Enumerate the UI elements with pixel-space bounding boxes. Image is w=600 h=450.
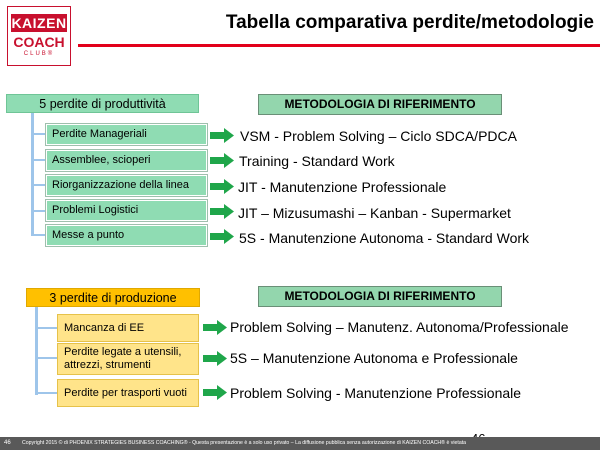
methodology-text: 5S – Manutenzione Autonoma e Professionale — [230, 350, 518, 366]
cause-box: Problemi Logistici — [46, 200, 207, 221]
right-arrow-icon — [203, 385, 227, 400]
right-arrow-icon — [210, 128, 234, 143]
cause-box: Perdite Manageriali — [46, 124, 207, 145]
cause-box: Assemblee, scioperi — [46, 150, 207, 171]
methodology-text: VSM - Problem Solving – Ciclo SDCA/PDCA — [240, 128, 517, 144]
productivity-losses-heading: 5 perdite di produttività — [6, 94, 199, 113]
cause-text-line: Perdite legate a utensili, — [64, 346, 182, 358]
tree-connector-branch — [31, 210, 47, 212]
tree-connector-branch — [31, 159, 47, 161]
tree-connector-vertical-2 — [35, 307, 38, 395]
tree-connector-branch — [31, 234, 47, 236]
footer-bar — [0, 437, 600, 450]
tree-connector-branch — [35, 357, 58, 359]
cause-box — [57, 379, 199, 407]
right-arrow-icon — [210, 179, 234, 194]
cause-text: Mancanza di EE — [64, 321, 145, 334]
tree-connector-vertical-1 — [31, 113, 34, 236]
cause-box — [57, 314, 199, 342]
right-arrow-icon — [210, 153, 234, 168]
right-arrow-icon — [210, 204, 234, 219]
methodology-text: Training - Standard Work — [239, 153, 395, 169]
tree-connector-branch — [35, 392, 58, 394]
slide-title: Tabella comparativa perdite/metodologie — [225, 12, 594, 33]
production-losses-heading: 3 perdite di produzione — [26, 288, 200, 307]
methodology-text: JIT – Mizusumashi – Kanban - Supermarket — [238, 205, 511, 221]
logo-text-kaizen: KAIZEN — [11, 15, 67, 31]
right-arrow-icon — [203, 320, 227, 335]
kaizen-coach-logo — [7, 6, 71, 66]
footer-copyright: Copyright 2015 © di PHOENIX STRATEGIES BUSINESS COACHING® - Questa presentazione è a solo uso privato – La diffusione pubblica senza autorizzazione di KAIZEN COACH® è vietata — [22, 440, 467, 446]
methodology-text: JIT - Manutenzione Professionale — [238, 179, 447, 195]
cause-box: Messe a punto — [46, 225, 207, 246]
footer-slide-number: 46 — [4, 440, 11, 446]
methodology-text: Problem Solving – Manutenz. Autonoma/Professionale — [230, 319, 569, 335]
cause-box — [57, 343, 199, 375]
methodology-text: 5S - Manutenzione Autonoma - Standard Work — [239, 230, 530, 246]
right-arrow-icon — [203, 351, 227, 366]
logo-text-coach: COACH — [13, 34, 65, 50]
methodology-heading-1: METODOLOGIA DI RIFERIMENTO — [258, 94, 502, 115]
cause-text-line: attrezzi, strumenti — [64, 359, 151, 371]
cause-box: Riorganizzazione della linea — [46, 175, 207, 196]
methodology-text: Problem Solving - Manutenzione Professionale — [230, 385, 522, 401]
right-arrow-icon — [210, 229, 234, 244]
title-underline — [78, 44, 600, 47]
tree-connector-branch — [31, 184, 47, 186]
methodology-heading-2: METODOLOGIA DI RIFERIMENTO — [258, 286, 502, 307]
logo-text-club: CLUB® — [23, 51, 55, 57]
tree-connector-branch — [35, 327, 58, 329]
cause-text: Perdite per trasporti vuoti — [64, 386, 187, 399]
tree-connector-branch — [31, 133, 47, 135]
